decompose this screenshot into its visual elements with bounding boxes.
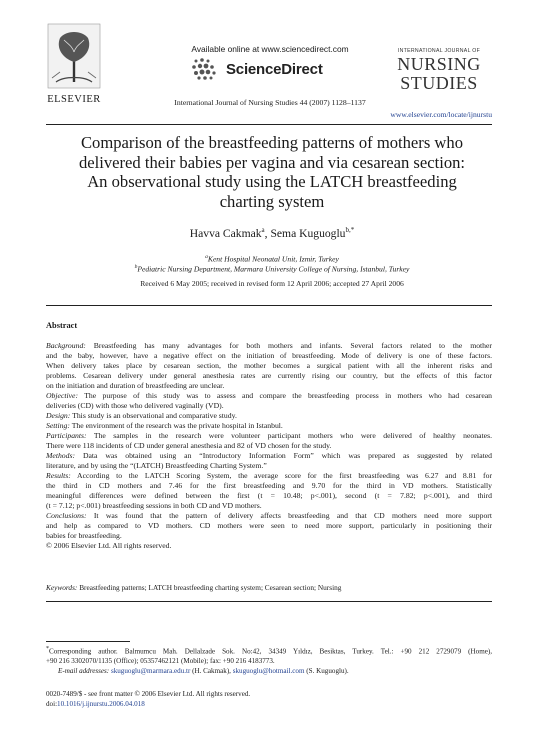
methods-line-1: Data was obtained using an “Introductory Information Form” which was prepared as suggested by related [82,451,492,460]
footnote [46,645,492,676]
objective-label: Objective: [46,391,79,400]
methods-label: Methods: [46,451,76,460]
email-label: E-mail addresses: [58,666,110,675]
journal-logo-studies: STUDIES [400,73,478,93]
elsevier-tree-icon [46,22,102,90]
journal-logo [386,48,492,98]
results-label: Results: [46,471,71,480]
abstract-participants [46,431,492,451]
email-1-owner: (H. Cakmak), [190,666,233,675]
footnote-rule [46,641,130,642]
title-line-4: charting system [219,191,325,211]
participants-label: Participants: [46,431,87,440]
results-line-2: the third in CD mothers and 7.46 for the first breastfeeding and 9.70 for the third in VD mothers. Statistically [46,481,492,490]
article-dates: Received 6 May 2005; received in revised form 12 April 2006; accepted 27 April 2006 [140,279,404,288]
abstract-objective [46,391,492,411]
journal-logo-nursing: NURSING [397,54,481,74]
footnote-line-1: Corresponding author. Balmumcu Mah. Dellalzade Sok. No:42, 34349 Yıldız, Besiktas, Turkey. Tel.: +90 212 2729079 (Home), [49,647,492,656]
keywords [46,583,492,593]
bottom-matter [46,689,492,709]
doi-label: doi: [46,700,58,708]
affiliation-b-sup: b [134,264,138,270]
abstract-design [46,411,492,421]
abstract-methods [46,451,492,471]
author-2[interactable]: Sema Kuguoglu [270,226,346,240]
abstract-background [46,341,492,391]
methods-line-2: literature, and by using the “(LATCH) Breastfeeding Charting System.” [46,461,267,470]
header-divider [46,124,492,125]
author-separator: , [264,226,271,240]
affiliation-b-text: Pediatric Nursing Department, Marmara University College of Nursing, Istanbul, Turkey [137,264,410,274]
affiliation-a-sup: a [205,254,208,260]
title-line-3: An observational study using the LATCH breastfeeding [87,172,457,192]
author-1-sup: a [261,226,265,234]
background-line-3: When delivery takes place by cesarean section, the mother becomes a surgical patient with all the inherent risks and [46,361,492,370]
sciencedirect-logo [190,57,360,85]
background-line-2: and the baby, however, have a negative effect on the initiation of breastfeeding. Mode of delivery is one of these factors. [46,351,492,360]
results-line-1: According to the LATCH Scoring System, the average score for the first breastfeeding was 6.27 and 8.81 for [77,471,493,480]
email-link-1[interactable]: skuguoglu@marmara.edu.tr [110,666,191,675]
results-line-3: meaningful differences were defined between the first (t = 10.48; p<.001), second (t = 7.82; p<.001), and third [46,491,492,500]
objective-line-2: deliveries (CD) with those who delivered vaginally (VD). [46,401,224,410]
sciencedirect-wordmark: ScienceDirect [226,61,323,78]
journal-logo-small: INTERNATIONAL JOURNAL OF [397,48,481,54]
available-online-text: Available online at www.sciencedirect.com [191,44,349,54]
abstract-setting [46,421,492,431]
abstract-body [46,341,492,551]
background-line-1: Breastfeeding has many advantages for both mothers and infants. Several factors related to the mother [93,341,492,350]
abstract-copyright: © 2006 Elsevier Ltd. All rights reserved. [46,541,172,550]
setting-label: Setting: [46,421,70,430]
affiliation-b [0,262,544,275]
background-line-5: on the initiation and duration of breastfeeding are unclear. [46,381,225,390]
publisher-name: ELSEVIER [47,94,101,105]
abstract-heading: Abstract [46,321,78,330]
results-line-4: (t = 7.12; p<.001) breastfeeding sessions in both CD and VD mothers. [46,501,262,510]
author-1[interactable]: Havva Cakmak [189,226,262,240]
design-text: This study is an observational and comparative study. [72,411,237,420]
author-2-sup: b,* [345,226,355,234]
design-label: Design: [46,411,71,420]
article-title [0,133,544,211]
keywords-text: Breastfeeding patterns; LATCH breastfeeding charting system; Cesarean section; Nursing [79,583,342,592]
participants-line-1: The samples in the research were volunteer participant mothers who were delivered of healthy neonates. [93,431,492,440]
journal-citation: International Journal of Nursing Studies 44 (2007) 1128–1137 [174,98,366,107]
footnote-star: * [46,646,49,652]
issn-line: 0020-7489/$ - see front matter © 2006 Elsevier Ltd. All rights reserved. [46,690,251,698]
conclusions-line-2: and help as compared to VD mothers. CD mothers were seen to need more support, particularly in positioning their [46,521,492,530]
sciencedirect-dots-icon [190,57,224,83]
background-label: Background: [46,341,86,350]
abstract-results [46,471,492,511]
setting-text: The environment of the research was the private hospital in Istanbul. [71,421,283,430]
conclusions-line-1: It was found that the pattern of delivery affects breastfeeding and that CD mothers need more support [93,511,492,520]
conclusions-line-3: babies for breastfeeding. [46,531,122,540]
journal-url[interactable]: www.elsevier.com/locate/ijnurstu [390,110,492,119]
elsevier-logo [46,22,102,105]
conclusions-label: Conclusions: [46,511,87,520]
email-2-owner: (S. Kuguoglu). [304,666,349,675]
abstract-top-divider [46,305,492,306]
footnote-line-2: +90 216 3302070/1135 (Office); 05357462121 (Mobile); fax: +90 216 4183773. [46,656,275,665]
objective-line-1: The purpose of this study was to assess and compare the breastfeeding process in mothers who had cesarean [84,391,492,400]
abstract-conclusions [46,511,492,541]
authors [0,226,544,240]
affiliation-a-text: Kent Hospital Neonatal Unit, Izmir, Turkey [207,254,339,264]
email-link-2[interactable]: skuguoglu@hotmail.com [232,666,305,675]
title-line-1: Comparison of the breastfeeding patterns of mothers who [80,133,464,152]
keywords-divider [46,601,492,602]
keywords-label: Keywords: [46,583,78,592]
title-line-2: delivered their babies per vagina and via cesarean section: [78,152,466,172]
background-line-4: problems. Cesarean delivery under general anesthesia rates are currently rising our country, but the effects of this factor [46,371,492,380]
doi-link[interactable]: 10.1016/j.ijnurstu.2006.04.018 [57,700,145,708]
participants-line-2: There were 118 incidents of CD under general anesthesia and 82 of VD chosen for the study. [46,441,332,450]
